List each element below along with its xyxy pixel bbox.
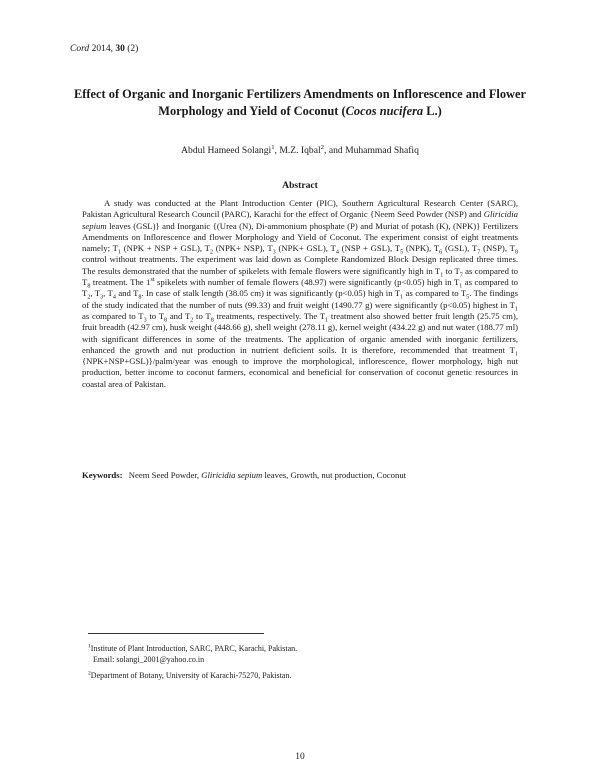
keywords: Keywords: Neem Seed Powder, Gliricidia sepium leaves, Growth, nut production, Coconut [82,470,407,480]
author-1: Abdul Hameed Solangi [181,145,272,156]
abstract-body: A study was conducted at the Plant Introduction Center (PIC), Southern Agricultural Research Center (SARC), Pakistan Agricultural Research Council (PARC), Karachi for the effect of Organic {Neem Seed Powder (NSP) and Gliricidia sepium leaves (GSL)} and Inorganic {(Urea (N), Di-ammonium phosphate (P) and Muriat of potash (K), (NPK)} Fertilizers Amendments on Inflorescence and flower Morphology and Yield of Coconut. The experiment consist of eight treatments namely; $T_1$ (NPK + NSP + GSL), $T_2$ (NPK+ NSP), $T_3$ (NPK+ GSL), $T_4$ (NSP + GSL), $T_5$ (NPK), $T_6$ (GSL), $T_7$ (NSP), $T_8$ control without treatments. The experiment was laid down as Complete Randomized Block Design replicated three times. The results demonstrated that the number of spikelets with female flowers were significantly high in $T_1$ to $T_7$ as compared to $T_8$ treatment. The 1st spikelets with number of female flowers (48.97) were significantly (p<0.05) high in $T_1$ as compared to $T_2$, $T_3$, $T_4$ and $T_8$. In case of stalk length (38.05 cm) it was significantly (p<0.05) high in $T_1$ as compared to $T_5$. The findings of the study indicated that the number of nuts (99.33) and fruit weight (1490.77 g) were significantly (p<0.05) highest in $T_1$ as compared to $T_3$ to $T_8$ and $T_2$ to $T_8$ treatments, respectively. The $T_1$ treatment also showed better fruit length (25.75 cm), fruit breadth (42.97 cm), husk weight (448.66 g), shell weight (278.11 g), kernel weight (434.22 g) and nut water (188.77 ml) with significant differences in some of the treatments. The application of organic amended with inorganic fertilizers, enhanced the growth and nut production in nutrient deficient soils. It is therefore, recommended that treatment $T_1$ {NPK+NSP+GSL)}/palm/year was enough to improve the morphological, inflorescence, flower morphology, high nut production, better income to coconut farmers, economical and beneficial for conservation of coconut genetic resources in coastal area of Pakistan. [82,198,519,389]
footnote-divider [88,633,264,634]
journal-year: 2014, [91,44,113,54]
footnote-2: $^2$Department of Botany, University of Karachi-75270, Pakistan. [88,670,292,680]
journal-name: Cord [70,44,90,54]
species-name: Cocos nucifera [345,104,424,118]
page-number: 10 [295,752,305,762]
author-list: Abdul Hameed Solangi$^1$, M.Z. Iqbal$^2$, and Muhammad Shafiq [181,143,419,156]
journal-issue: (2) [127,44,139,54]
keywords-label: Keywords: [82,470,123,480]
footnote-1: $^1$Institute of Plant Introduction, SARC, PARC, Karachi, Pakistan. Email: solangi_2001@yahoo.co.in [88,643,508,665]
abstract-heading: Abstract [282,180,318,191]
author-email: Email: solangi_2001@yahoo.co.in [93,655,205,664]
author-3: , and Muhammad Shafiq [324,145,419,156]
journal-volume: 30 [115,44,125,54]
paper-title: Effect of Organic and Inorganic Fertilizers Amendments on Inflorescence and Flower Morphology and Yield of Coconut (Cocos nucifera L.) [74,87,526,118]
author-2: , M.Z. Iqbal [274,145,321,156]
journal-header [70,44,138,54]
